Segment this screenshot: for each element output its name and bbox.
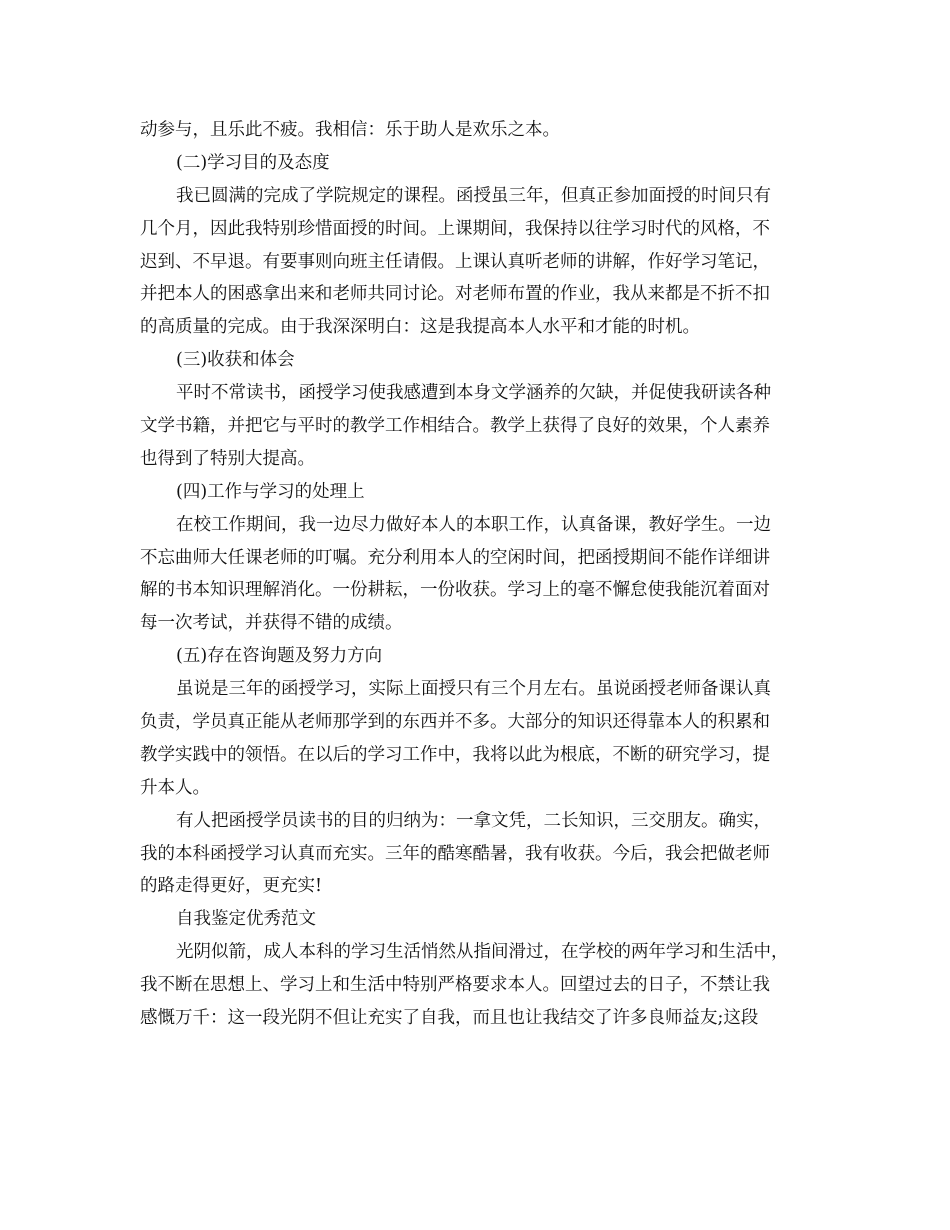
text-line: 平时不常读书，函授学习使我感遭到本身文学涵养的欠缺，并促使我研读各种	[176, 383, 771, 404]
text-line: 感慨万千：这一段光阴不但让充实了自我，而且也让我结交了许多良师益友;这段	[140, 1008, 759, 1029]
text-line: 的高质量的完成。由于我深深明白：这是我提高本人水平和才能的时机。	[140, 317, 700, 338]
text-line: 并把本人的困惑拿出来和老师共同讨论。对老师布置的作业，我从来都是不折不扣	[140, 284, 770, 305]
text-line: (四)工作与学习的处理上	[176, 481, 365, 502]
text-line: 动参与，且乐此不疲。我相信：乐于助人是欢乐之本。	[140, 120, 560, 140]
text-line: 有人把函授学员读书的目的归纳为：一拿文凭，二长知识，三交朋友。确实，	[176, 810, 771, 831]
text-line: 也得到了特别大提高。	[140, 448, 315, 469]
text-line: 几个月，因此我特别珍惜面授的时间。上课期间，我保持以往学习时代的风格，不	[140, 218, 770, 239]
text-line: 在校工作期间，我一边尽力做好本人的本职工作，认真备课，教好学生。一边	[176, 514, 771, 535]
text-line: 解的书本知识理解消化。一份耕耘，一份收获。学习上的毫不懈怠使我能沉着面对	[140, 580, 770, 601]
text-line: 自我鉴定优秀范文	[176, 909, 316, 930]
text-line: 每一次考试，并获得不错的成绩。	[140, 613, 403, 634]
text-line: 的路走得更好，更充实!	[140, 876, 323, 897]
text-line: 光阴似箭，成人本科的学习生活悄然从指间滑过，在学校的两年学习和生活中，	[176, 942, 789, 963]
text-line: 我已圆满的完成了学院规定的课程。函授虽三年，但真正参加面授的时间只有	[176, 185, 771, 206]
text-line: 升本人。	[140, 777, 210, 798]
text-line: 虽说是三年的函授学习，实际上面授只有三个月左右。虽说函授老师备课认真	[176, 679, 771, 700]
text-line: (三)收获和体会	[176, 350, 295, 371]
text-line: 文学书籍，并把它与平时的教学工作相结合。教学上获得了良好的效果，个人素养	[140, 416, 770, 437]
text-line: 不忘曲师大任课老师的叮嘱。充分利用本人的空闲时间，把函授期间不能作详细讲	[140, 547, 770, 568]
text-line: 迟到、不早退。有要事则向班主任请假。上课认真听老师的讲解，作好学习笔记，	[140, 251, 770, 272]
text-line: (五)存在咨询题及努力方向	[176, 646, 383, 667]
text-line: 负责，学员真正能从老师那学到的东西并不多。大部分的知识还得靠本人的积累和	[140, 712, 770, 733]
text-line: 教学实践中的领悟。在以后的学习工作中，我将以此为根底，不断的研究学习，提	[140, 744, 770, 765]
text-line: 我的本科函授学习认真而充实。三年的酷寒酷暑，我有收获。今后，我会把做老师	[140, 843, 770, 864]
document-body	[140, 114, 820, 1035]
text-line: 我不断在思想上、学习上和生活中特别严格要求本人。回望过去的日子，不禁让我	[140, 975, 770, 996]
text-line: (二)学习目的及态度	[176, 152, 330, 173]
